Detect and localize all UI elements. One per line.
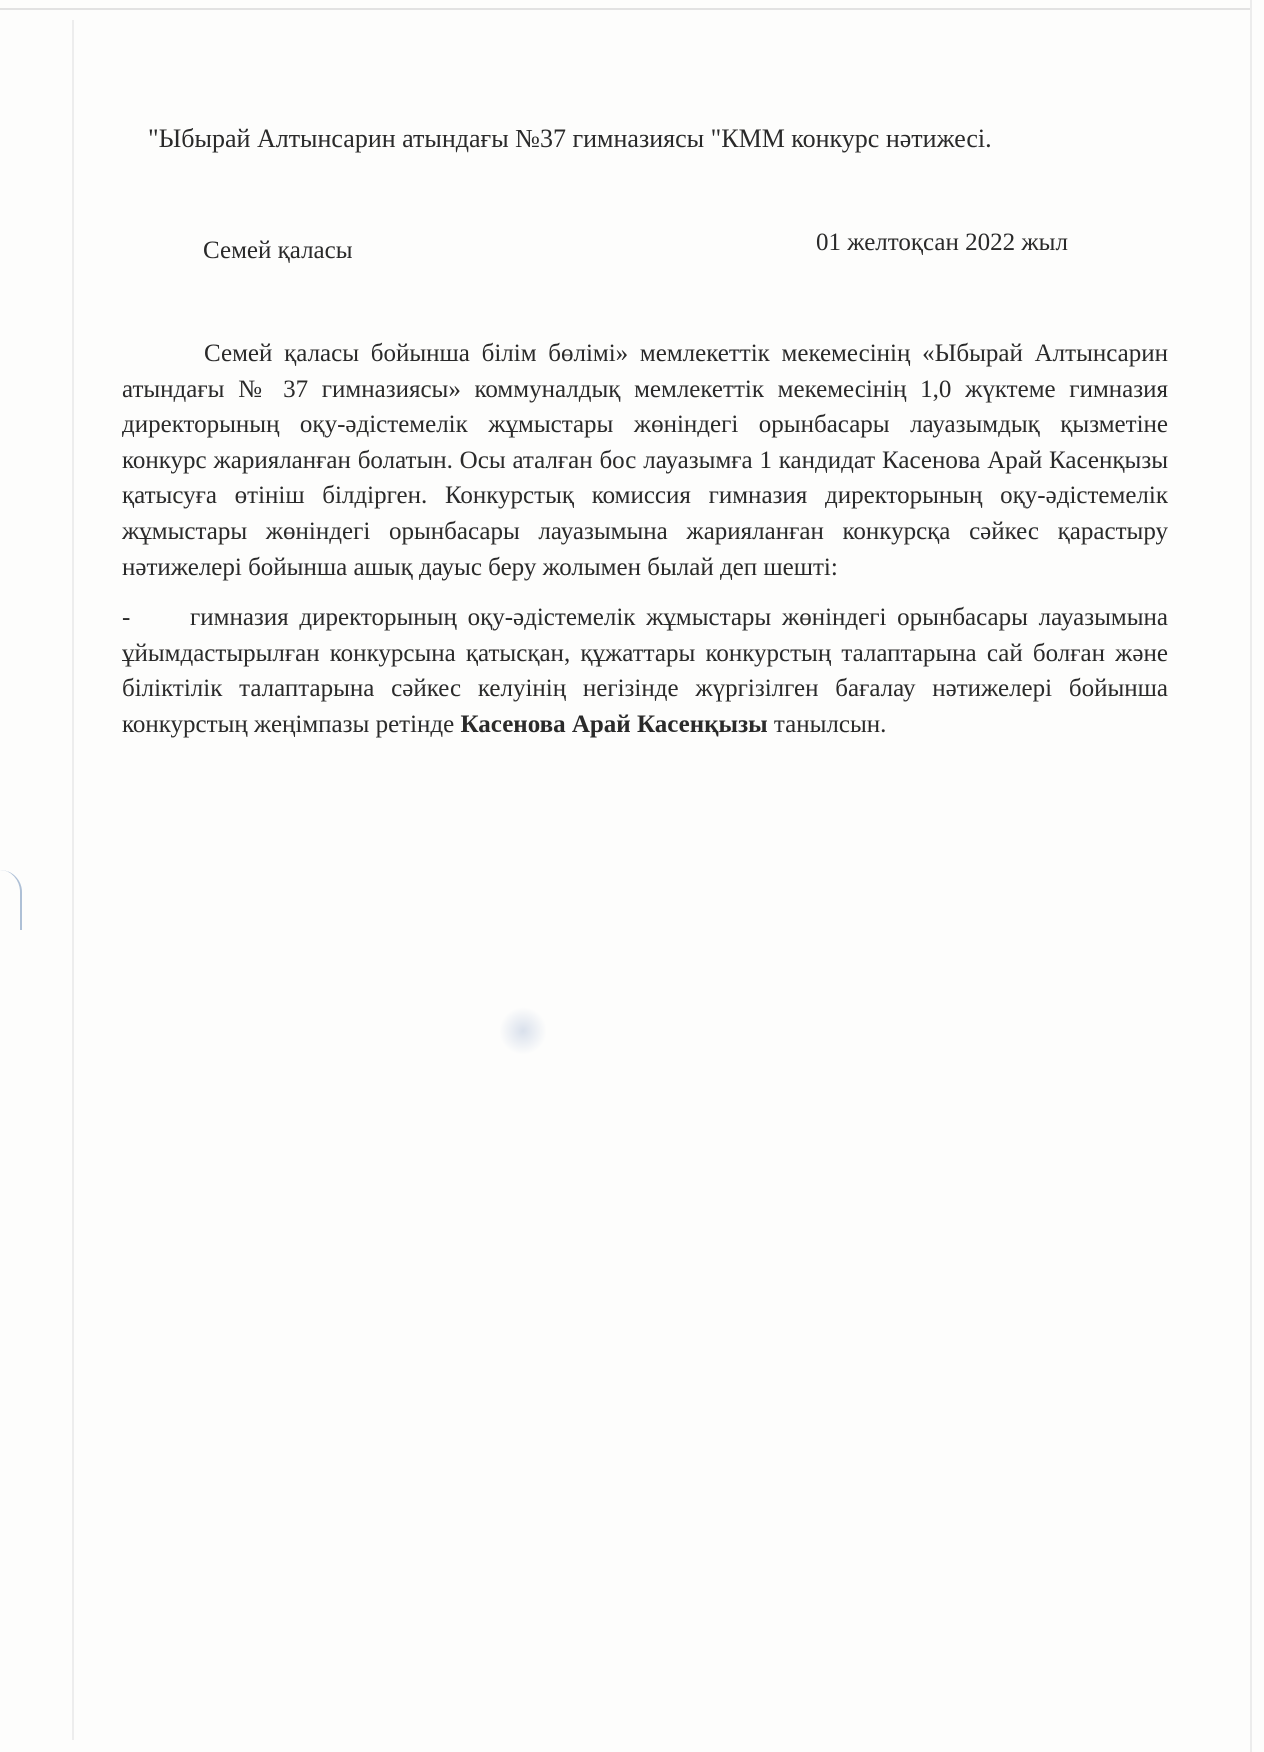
- decision-bullet: [122, 600, 1168, 742]
- scan-edge-right: [1250, 0, 1252, 1752]
- winner-name: Касенова Арай Касенқызы: [460, 710, 768, 738]
- body-paragraph: Семей қаласы бойынша білім бөлімі» мемлекеттік мекемесінің «Ыбырай Алтынсарин атындағы № 37 гимназиясы» коммуналдық мемлекеттік мекемесінің 1,0 жүктеме гимназия директорының оқу-әдістемелік жұмыстары жөніндегі орынбасары лауазымдық қызметіне конкурс жарияланған болатын. Осы аталған бос лауазымға 1 кандидат Касенова Арай Касенқызы қатысуға өтініш білдірген. Конкурстық комиссия гимназия директорының оқу-әдістемелік жұмыстары жөніндегі орынбасары лауазымына жарияланған конкурсқа сәйкес қарастыру нәтижелері бойынша ашық дауыс беру жолымен былай деп шешті:: [122, 340, 1168, 581]
- document-title: "Ыбырай Алтынсарин атындағы №37 гимназиясы "КММ конкурс нәтижесі.: [148, 124, 992, 153]
- scan-fold-line: [72, 20, 74, 1740]
- scan-speck: [500, 1006, 546, 1056]
- bullet-text: гимназия директорының оқу-әдістемелік жұмыстары жөніндегі орынбасары лауазымына ұйымдастырылған конкурсына қатысқан, құжаттары конкурстың талаптарына сай болған және біліктілік талаптарына сәйкес келуінің негізінде жүргізілген бағалау нәтижелері бойынша конкурстың жеңімпазы ретінде: [122, 604, 1168, 738]
- closing-word: танылсын.: [773, 710, 887, 738]
- document-date: 01 желтоқсан 2022 жыл: [816, 229, 1068, 256]
- scan-pen-mark: [0, 870, 22, 930]
- scan-edge-top: [0, 8, 1250, 10]
- bullet-marker: -: [122, 604, 131, 631]
- document-city: Семей қаласы: [203, 237, 353, 264]
